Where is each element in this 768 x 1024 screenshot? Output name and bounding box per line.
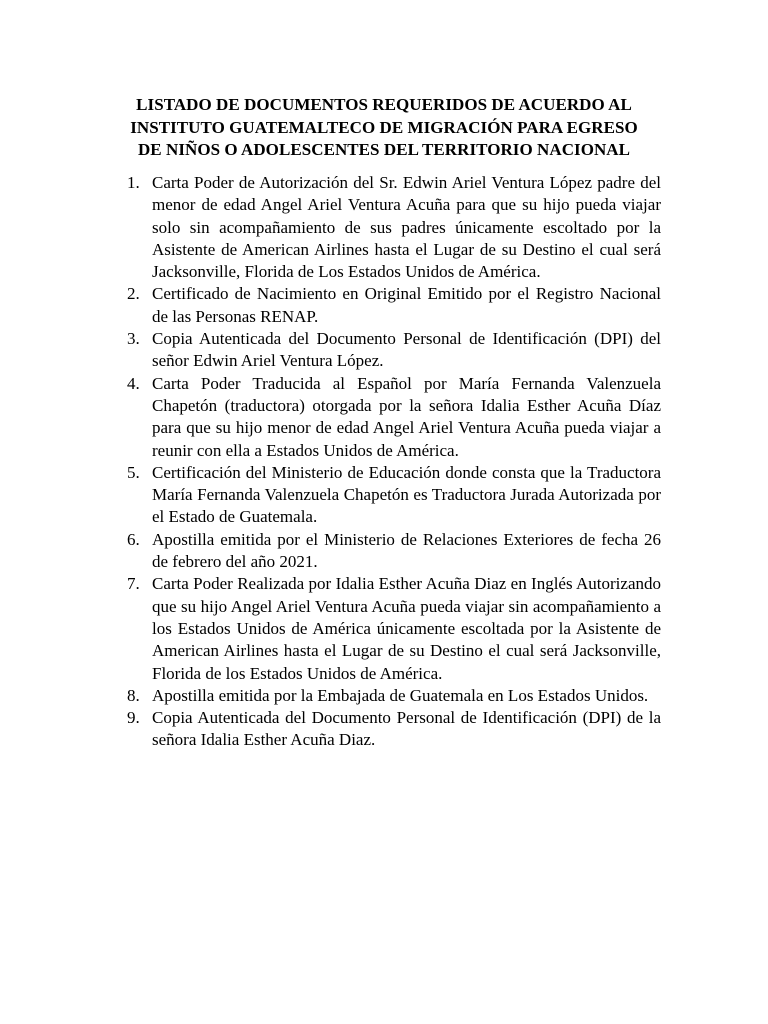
list-item-text: Carta Poder Realizada por Idalia Esther Acuña Diaz en Inglés Autorizando que su hijo Angel Ariel Ventura Acuña pueda viajar sin acompañamiento a los Estados Unidos de América únicamente escoltada por la Asistente de American Airlines hasta el Lugar de su Destino el cual será Jacksonville, Florida de los Estados Unidos de América. — [152, 574, 661, 683]
list-item-number: 4. — [127, 373, 140, 393]
list-item-number: 8. — [127, 685, 140, 705]
list-item-number: 6. — [127, 529, 140, 549]
list-item — [120, 172, 661, 283]
list-item-text: Carta Poder de Autorización del Sr. Edwin Ariel Ventura López padre del menor de edad Angel Ariel Ventura Acuña para que su hijo pueda viajar solo sin acompañamiento de sus padres únicamente escoltado por la Asistente de American Airlines hasta el Lugar de su Destino el cual será Jacksonville, Florida de Los Estados Unidos de América. — [152, 173, 661, 282]
list-item-number: 9. — [127, 708, 140, 728]
list-item-text: Carta Poder Traducida al Español por María Fernanda Valenzuela Chapetón (traductora) otorgada por la señora Idalia Esther Acuña Díaz para que su hijo menor de edad Angel Ariel Ventura Acuña pueda viajar a reunir con ella a Estados Unidos de América. — [152, 373, 661, 460]
list-item — [120, 328, 661, 373]
list-item — [120, 573, 661, 684]
list-item-text: Apostilla emitida por la Embajada de Guatemala en Los Estados Unidos. — [152, 685, 649, 705]
list-item-text: Certificado de Nacimiento en Original Emitido por el Registro Nacional de las Personas RENAP. — [152, 284, 661, 326]
document-title-line-1: LISTADO DE DOCUMENTOS REQUERIDOS DE ACUERDO AL — [136, 95, 632, 114]
list-item — [120, 283, 661, 328]
list-item-number: 1. — [127, 173, 140, 192]
list-item-text: Copia Autenticada del Documento Personal de Identificación (DPI) de la señora Idalia Esther Acuña Diaz. — [152, 708, 661, 750]
document-title-line-3: DE NIÑOS O ADOLESCENTES DEL TERRITORIO NACIONAL — [137, 140, 631, 159]
list-item — [120, 529, 661, 574]
required-documents-list — [120, 172, 661, 752]
list-item — [120, 707, 661, 752]
document-title-line-2: INSTITUTO GUATEMALTECO DE MIGRACIÓN PARA EGRESO — [130, 117, 638, 137]
list-item-number: 2. — [127, 284, 140, 304]
list-item-number: 3. — [127, 329, 140, 349]
list-item-number: 7. — [127, 574, 140, 594]
list-item-text: Apostilla emitida por el Ministerio de Relaciones Exteriores de fecha 26 de febrero del año 2021. — [152, 529, 661, 572]
list-item-text: Certificación del Ministerio de Educación donde consta que la Traductora María Fernanda Valenzuela Chapetón es Traductora Jurada Autorizada por el Estado de Guatemala. — [152, 462, 661, 527]
document-title — [100, 94, 668, 162]
list-item — [120, 373, 661, 462]
list-item — [120, 462, 661, 529]
list-item — [120, 685, 661, 707]
list-item-number: 5. — [127, 462, 140, 482]
list-item-text: Copia Autenticada del Documento Personal de Identificación (DPI) del señor Edwin Ariel Ventura López. — [152, 329, 661, 371]
